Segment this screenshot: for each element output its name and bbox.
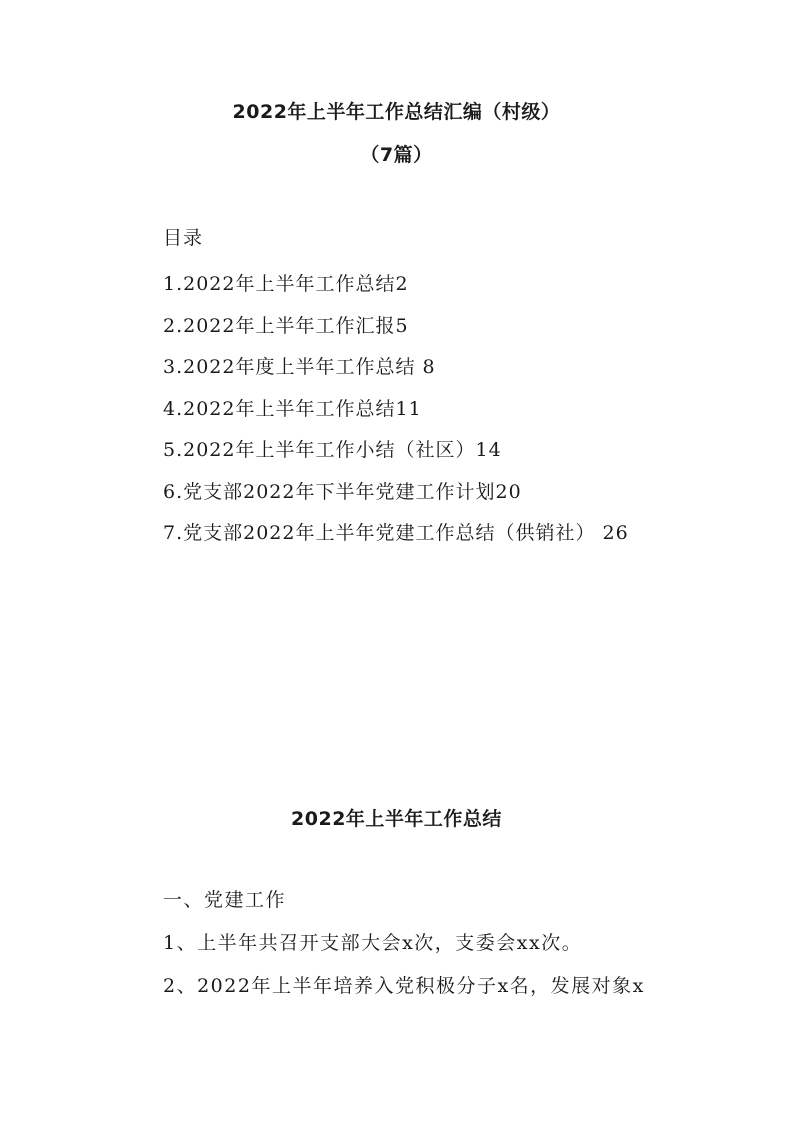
body-paragraph-1: 1、上半年共召开支部大会x次，支委会xx次。: [163, 932, 583, 954]
table-of-contents: [163, 264, 629, 555]
body-paragraph-2: 2、2022年上半年培养入党积极分子x名，发展对象x: [163, 975, 645, 997]
section-title: 2022年上半年工作总结: [291, 808, 502, 830]
toc-heading: 目录: [163, 227, 204, 249]
document-subtitle: （7篇）: [360, 144, 433, 166]
toc-item-5: 5.2022年上半年工作小结（社区）14: [163, 439, 502, 461]
section-body: [163, 879, 693, 1008]
document-title: 2022年上半年工作总结汇编（村级）: [232, 101, 561, 123]
toc-item-1: 1.2022年上半年工作总结2: [163, 273, 409, 295]
toc-item-3: 3.2022年度上半年工作总结 8: [163, 356, 436, 378]
toc-item-4: 4.2022年上半年工作总结11: [163, 397, 422, 420]
toc-item-7: 7.党支部2022年上半年党建工作总结（供销社） 26: [163, 522, 629, 544]
toc-item-6: 6.党支部2022年下半年党建工作计划20: [163, 480, 522, 503]
body-paragraph-heading: 一、党建工作: [163, 889, 287, 911]
toc-item-2: 2.2022年上半年工作汇报5: [163, 314, 409, 337]
